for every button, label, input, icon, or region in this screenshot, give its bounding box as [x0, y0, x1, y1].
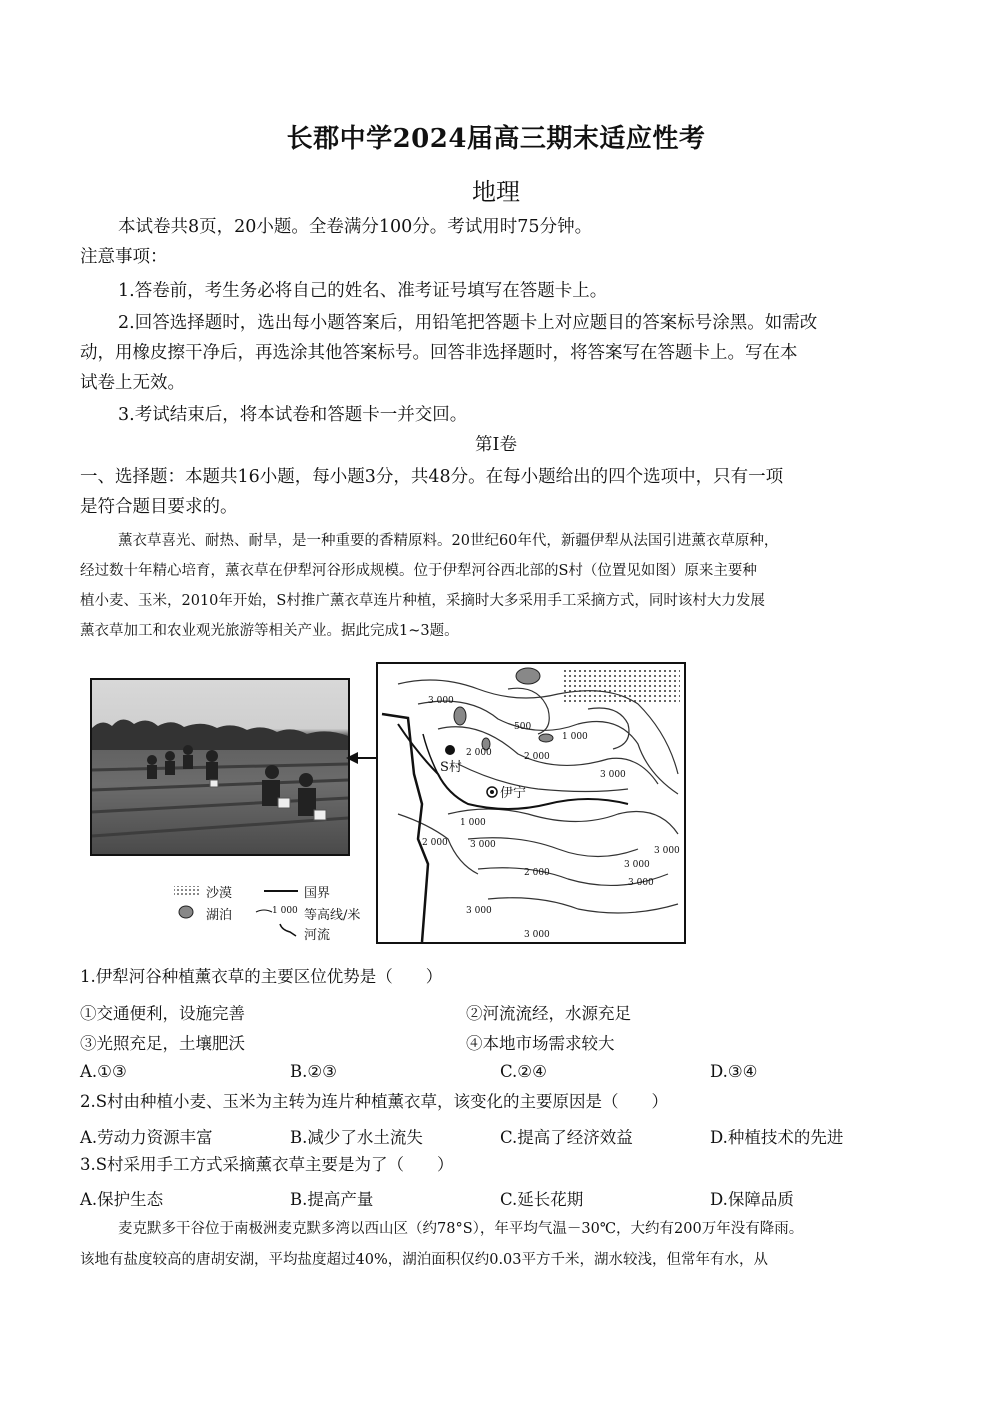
legend-river: 河流: [304, 928, 331, 943]
notice-item-2-end: 试卷上无效。: [80, 373, 185, 393]
question-3-stem: 3.S村采用手工方式采摘薰衣草主要是为了（ ）: [80, 1155, 454, 1174]
notice-item-3: 3.考试结束后，将本试卷和答题卡一并交回。: [118, 405, 468, 425]
contour-label: 1 000: [562, 732, 588, 742]
contour-label: 3 000: [524, 930, 550, 940]
contour-label: 3 000: [624, 860, 650, 870]
q1-option-a[interactable]: A.①③: [80, 1062, 127, 1081]
contour-label: 3 000: [654, 846, 680, 856]
passage2-line2: 该地有盐度较高的唐胡安湖，平均盐度超过40%，湖泊面积仅约0.03平方千米，湖水较浅，但常年有水，从: [80, 1252, 769, 1268]
map-legend: [172, 884, 372, 944]
section-label: 第I卷: [475, 435, 517, 455]
contour-label: 2 000: [422, 838, 448, 848]
q1-statement-3: ③光照充足，土壤肥沃: [80, 1034, 245, 1053]
legend-desert: 沙漠: [206, 886, 233, 901]
lavender-field-photo: [90, 678, 350, 856]
map-label-s-village: S村: [440, 760, 462, 775]
q2-option-a[interactable]: A.劳动力资源丰富: [80, 1128, 213, 1147]
notice-item-2: 2.回答选择题时，选出每小题答案后，用铅笔把答题卡上对应题目的答案标号涂黑。如需改: [118, 313, 818, 333]
notice-item-2-cont: 动，用橡皮擦干净后，再选涂其他答案标号。回答非选择题时，将答案写在答题卡上。写在本: [80, 343, 798, 363]
passage1-line3: 植小麦、玉米，2010年开始，S村推广薰衣草连片种植，采摘时大多采用手工采摘方式，同时该村大力发展: [80, 593, 765, 609]
passage1-line2: 经过数十年精心培育，薰衣草在伊犁河谷形成规模。位于伊犁河谷西北部的S村（位置见如图）原来主要种: [80, 563, 757, 579]
q1-option-d[interactable]: D.③④: [710, 1062, 758, 1081]
legend-contour: 等高线/米: [304, 908, 361, 923]
exam-title: 长郡中学2024届高三期末适应性考: [286, 124, 706, 154]
exam-intro: 本试卷共8页，20小题。全卷满分100分。考试用时75分钟。: [118, 217, 593, 237]
section-instruction-cont: 是符合题目要求的。: [80, 497, 238, 517]
contour-label: 2 000: [524, 868, 550, 878]
legend-contour-sample: 1 000: [272, 906, 298, 916]
legend-lake: 湖泊: [206, 908, 233, 923]
question-1-stem: 1.伊犁河谷种植薰衣草的主要区位优势是（ ）: [80, 967, 443, 986]
map-label-yining: 伊宁: [500, 786, 527, 801]
notice-heading: 注意事项：: [80, 247, 168, 267]
contour-label: 2 000: [466, 748, 492, 758]
subject-title: 地理: [472, 178, 520, 206]
q1-statement-2: ②河流流经，水源充足: [466, 1004, 631, 1023]
contour-label: 3 000: [428, 696, 454, 706]
contour-label: 3 000: [470, 840, 496, 850]
q3-option-a[interactable]: A.保护生态: [80, 1190, 164, 1209]
passage1-line4: 薰衣草加工和农业观光旅游等相关产业。据此完成1~3题。: [80, 623, 459, 639]
q1-statement-4: ④本地市场需求较大: [466, 1034, 615, 1053]
passage1-line1: 薰衣草喜光、耐热、耐旱，是一种重要的香精原料。20世纪60年代，新疆伊犁从法国引进薰衣草原种，: [118, 533, 779, 549]
q1-option-b[interactable]: B.②③: [290, 1062, 337, 1081]
q3-option-b[interactable]: B.提高产量: [290, 1190, 374, 1209]
question-2-stem: 2.S村由种植小麦、玉米为主转为连片种植薰衣草，该变化的主要原因是（ ）: [80, 1092, 669, 1111]
contour-label: 3 000: [466, 906, 492, 916]
topographic-map: [376, 662, 686, 944]
q2-option-d[interactable]: D.种植技术的先进: [710, 1128, 844, 1147]
q2-option-b[interactable]: B.减少了水土流失: [290, 1128, 423, 1147]
q3-option-d[interactable]: D.保障品质: [710, 1190, 794, 1209]
q1-option-c[interactable]: C.②④: [500, 1062, 547, 1081]
notice-item-1: 1.答卷前，考生务必将自己的姓名、准考证号填写在答题卡上。: [118, 281, 608, 301]
contour-label: 1 000: [460, 818, 486, 828]
contour-label: 500: [514, 722, 532, 732]
contour-label: 2 000: [524, 752, 550, 762]
legend-border: 国界: [304, 886, 331, 901]
section-instruction: 一、选择题：本题共16小题，每小题3分，共48分。在每小题给出的四个选项中，只有一项: [80, 467, 784, 487]
q1-statement-1: ①交通便利，设施完善: [80, 1004, 245, 1023]
q2-option-c[interactable]: C.提高了经济效益: [500, 1128, 633, 1147]
contour-label: 3 000: [628, 878, 654, 888]
q3-option-c[interactable]: C.延长花期: [500, 1190, 584, 1209]
passage2-line1: 麦克默多干谷位于南极洲麦克默多湾以西山区（约78°S），年平均气温－30℃，大约有200万年没有降雨。: [118, 1221, 804, 1237]
contour-label: 3 000: [600, 770, 626, 780]
